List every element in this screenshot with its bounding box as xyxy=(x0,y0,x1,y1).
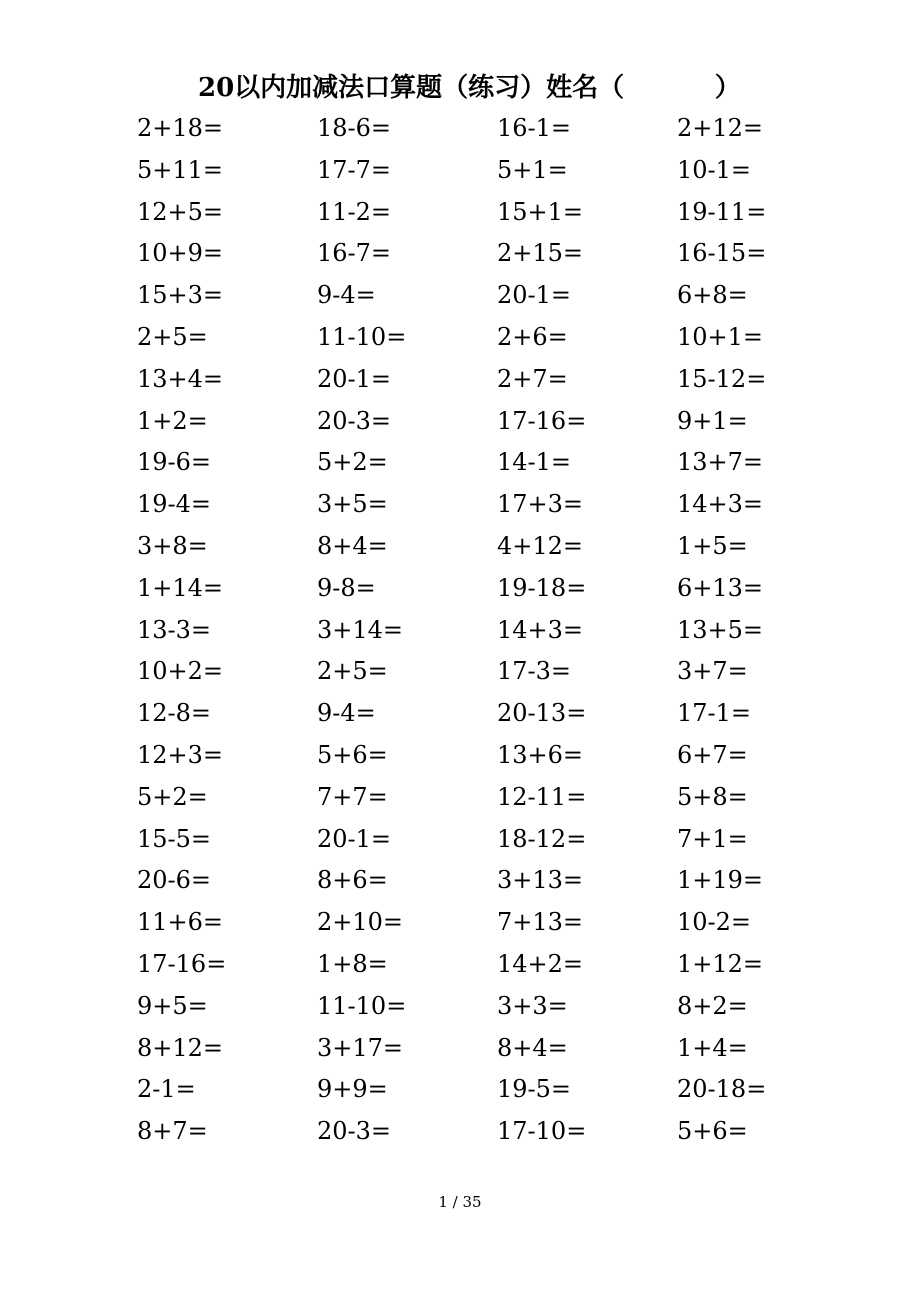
problem-item: 17-7= xyxy=(317,155,392,184)
problem-row xyxy=(137,484,857,526)
problem-item: 2+7= xyxy=(497,364,568,393)
problem-item: 3+13= xyxy=(497,866,584,895)
problem-row xyxy=(137,275,857,317)
problem-item: 15-5= xyxy=(137,824,212,853)
problem-item: 14+2= xyxy=(497,949,584,978)
problem-item: 8+4= xyxy=(497,1033,568,1062)
page-title: 20以内加减法口算题（练习）姓名（ ） xyxy=(198,73,741,103)
problem-item: 20-18= xyxy=(677,1075,767,1104)
problem-row xyxy=(137,693,857,735)
problem-item: 5+1= xyxy=(497,155,568,184)
problem-row xyxy=(137,150,857,192)
problem-item: 20-1= xyxy=(317,824,392,853)
problem-item: 9+5= xyxy=(137,991,208,1020)
problem-item: 12+3= xyxy=(137,740,224,769)
problem-item: 12+5= xyxy=(137,197,224,226)
problem-item: 9-4= xyxy=(317,281,376,310)
problem-item: 9-8= xyxy=(317,573,376,602)
problem-row xyxy=(137,233,857,275)
problem-row xyxy=(137,902,857,944)
problem-item: 1+2= xyxy=(137,406,208,435)
problem-item: 10-2= xyxy=(677,908,752,937)
problem-item: 11+6= xyxy=(137,908,224,937)
problem-row xyxy=(137,1111,857,1153)
problem-row xyxy=(137,359,857,401)
problem-item: 20-13= xyxy=(497,699,587,728)
problem-item: 3+5= xyxy=(317,490,388,519)
problem-item: 17-1= xyxy=(677,699,752,728)
problem-item: 8+6= xyxy=(317,866,388,895)
problem-item: 16-7= xyxy=(317,239,392,268)
problem-item: 9-4= xyxy=(317,699,376,728)
problem-item: 18-6= xyxy=(317,114,392,142)
problem-item: 16-1= xyxy=(497,114,572,142)
problem-item: 2-1= xyxy=(137,1075,196,1104)
problem-item: 19-4= xyxy=(137,490,212,519)
problem-item: 3+17= xyxy=(317,1033,404,1062)
problem-item: 1+5= xyxy=(677,531,748,560)
problem-row xyxy=(137,401,857,443)
problem-item: 2+5= xyxy=(137,322,208,351)
problem-item: 2+18= xyxy=(137,114,224,142)
problem-item: 5+2= xyxy=(317,448,388,477)
problem-item: 2+6= xyxy=(497,322,568,351)
problem-item: 6+7= xyxy=(677,740,748,769)
problem-item: 20-3= xyxy=(317,1117,392,1146)
problem-item: 10+2= xyxy=(137,657,224,686)
problem-item: 11-10= xyxy=(317,322,407,351)
problem-item: 10+1= xyxy=(677,322,764,351)
problem-item: 17+3= xyxy=(497,490,584,519)
problem-item: 5+6= xyxy=(677,1117,748,1146)
problem-row xyxy=(137,1069,857,1111)
problem-row xyxy=(137,986,857,1028)
problem-item: 2+10= xyxy=(317,908,404,937)
problem-item: 20-1= xyxy=(497,281,572,310)
problem-item: 7+1= xyxy=(677,824,748,853)
problem-item: 15+1= xyxy=(497,197,584,226)
problem-row xyxy=(137,735,857,777)
problem-item: 19-6= xyxy=(137,448,212,477)
problem-item: 17-10= xyxy=(497,1117,587,1146)
problem-item: 8+2= xyxy=(677,991,748,1020)
problem-item: 10-1= xyxy=(677,155,752,184)
problem-row xyxy=(137,442,857,484)
problem-item: 7+13= xyxy=(497,908,584,937)
problem-item: 1+4= xyxy=(677,1033,748,1062)
problem-item: 5+2= xyxy=(137,782,208,811)
problem-row xyxy=(137,1028,857,1070)
problem-item: 18-12= xyxy=(497,824,587,853)
problem-item: 11-10= xyxy=(317,991,407,1020)
problem-row xyxy=(137,526,857,568)
problem-item: 5+11= xyxy=(137,155,224,184)
problem-item: 4+12= xyxy=(497,531,584,560)
problem-item: 17-16= xyxy=(137,949,227,978)
problem-item: 2+12= xyxy=(677,114,764,142)
problem-item: 13+6= xyxy=(497,740,584,769)
problem-item: 9+9= xyxy=(317,1075,388,1104)
problem-item: 2+5= xyxy=(317,657,388,686)
problem-item: 13+4= xyxy=(137,364,224,393)
problem-item: 3+14= xyxy=(317,615,404,644)
problem-item: 6+13= xyxy=(677,573,764,602)
problem-row xyxy=(137,860,857,902)
problem-row xyxy=(137,610,857,652)
problem-item: 13+7= xyxy=(677,448,764,477)
problem-item: 7+7= xyxy=(317,782,388,811)
problem-item: 2+15= xyxy=(497,239,584,268)
problem-grid xyxy=(137,108,857,1153)
problem-item: 12-11= xyxy=(497,782,587,811)
problem-item: 1+19= xyxy=(677,866,764,895)
problem-row xyxy=(137,819,857,861)
problem-item: 9+1= xyxy=(677,406,748,435)
problem-item: 20-6= xyxy=(137,866,212,895)
problem-item: 6+8= xyxy=(677,281,748,310)
problem-item: 14+3= xyxy=(677,490,764,519)
problem-item: 19-18= xyxy=(497,573,587,602)
problem-item: 15-12= xyxy=(677,364,767,393)
problem-item: 3+8= xyxy=(137,531,208,560)
problem-item: 13+5= xyxy=(677,615,764,644)
problem-item: 1+12= xyxy=(677,949,764,978)
problem-row xyxy=(137,651,857,693)
problem-row xyxy=(137,568,857,610)
problem-row xyxy=(137,192,857,234)
problem-item: 14+3= xyxy=(497,615,584,644)
problem-item: 19-11= xyxy=(677,197,767,226)
problem-row xyxy=(137,777,857,819)
problem-item: 16-15= xyxy=(677,239,767,268)
problem-item: 5+8= xyxy=(677,782,748,811)
problem-row xyxy=(137,317,857,359)
problem-item: 8+4= xyxy=(317,531,388,560)
problem-item: 15+3= xyxy=(137,281,224,310)
problem-row xyxy=(137,944,857,986)
problem-item: 3+7= xyxy=(677,657,748,686)
problem-item: 1+8= xyxy=(317,949,388,978)
problem-item: 13-3= xyxy=(137,615,212,644)
problem-item: 14-1= xyxy=(497,448,572,477)
problem-item: 11-2= xyxy=(317,197,392,226)
problem-item: 1+14= xyxy=(137,573,224,602)
problem-item: 20-3= xyxy=(317,406,392,435)
problem-item: 8+12= xyxy=(137,1033,224,1062)
problem-item: 5+6= xyxy=(317,740,388,769)
problem-item: 20-1= xyxy=(317,364,392,393)
problem-item: 17-16= xyxy=(497,406,587,435)
problem-item: 3+3= xyxy=(497,991,568,1020)
problem-row xyxy=(137,108,857,150)
page-number: 1 / 35 xyxy=(438,1193,482,1211)
problem-item: 19-5= xyxy=(497,1075,572,1104)
problem-item: 12-8= xyxy=(137,699,212,728)
problem-item: 17-3= xyxy=(497,657,572,686)
problem-item: 10+9= xyxy=(137,239,224,268)
problem-item: 8+7= xyxy=(137,1117,208,1146)
